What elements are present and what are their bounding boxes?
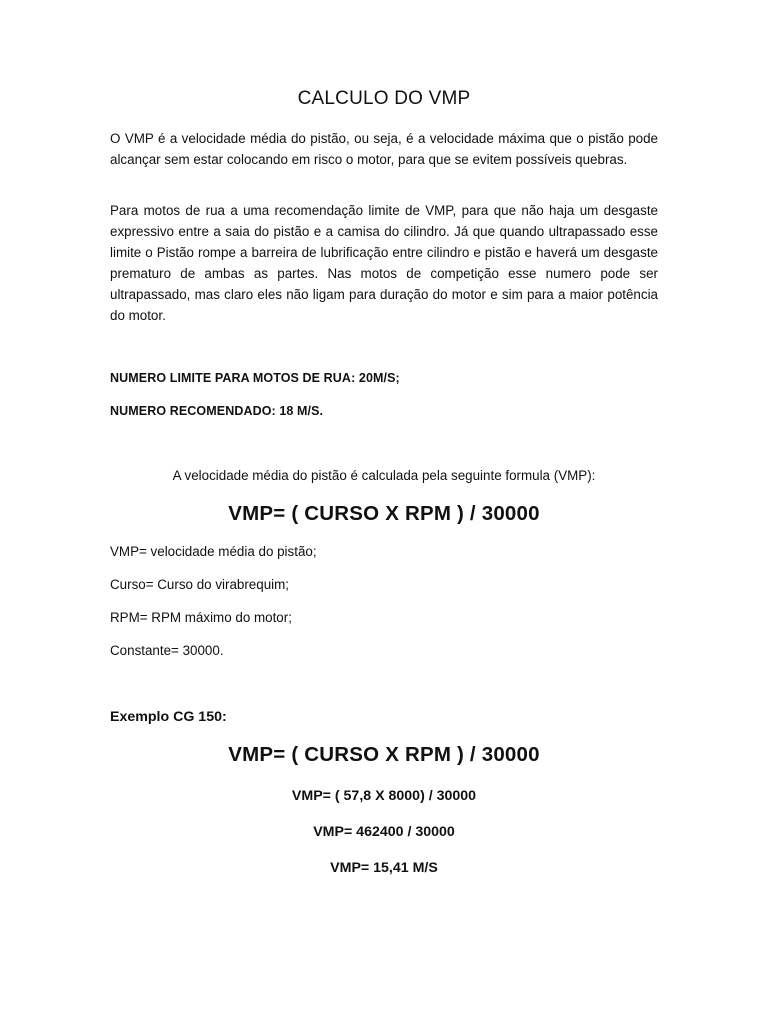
definition-constante: Constante= 30000. [110, 643, 224, 658]
intro-paragraph: O VMP é a velocidade média do pistão, ou seja, é a velocidade máxima que o pistão pode alcançar sem estar colocando em risco o motor, para que se evitem possíveis quebras. [110, 131, 658, 167]
example-formula: VMP= ( CURSO X RPM ) / 30000 [228, 743, 540, 766]
example-step-substitution: VMP= ( 57,8 X 8000) / 30000 [291, 788, 477, 804]
vmp-formula: VMP= ( CURSO X RPM ) / 30000 [228, 502, 540, 525]
street-limit-line: NUMERO LIMITE PARA MOTOS DE RUA: 20M/S; [110, 371, 400, 385]
example-heading: Exemplo CG 150: [110, 709, 227, 725]
definition-curso: Curso= Curso do virabrequim; [110, 577, 289, 592]
recommended-line: NUMERO RECOMENDADO: 18 M/S. [110, 404, 324, 418]
definition-rpm: RPM= RPM máximo do motor; [110, 610, 292, 625]
definition-vmp: VMP= velocidade média do pistão; [110, 544, 317, 559]
street-bikes-paragraph: Para motos de rua a uma recomendação limite de VMP, para que não haja um desgaste expressivo entre a saia do pistão e a camisa do cilindro. Já que quando ultrapassado esse limite o Pistão rompe a barreira de lubrificação entre cilindro e pistão e haverá um desgaste prematuro de ambas as partes. Nas motos de competição esse numero pode ser ultrapassado, mas claro eles não ligam para duração do motor e sim para a maior potência do motor. [110, 203, 658, 323]
document-title: CALCULO DO VMP [297, 88, 471, 109]
formula-intro: A velocidade média do pistão é calculada pela seguinte formula (VMP): [172, 468, 596, 483]
example-step-product: VMP= 462400 / 30000 [313, 824, 455, 840]
example-step-result: VMP= 15,41 M/S [330, 860, 438, 876]
